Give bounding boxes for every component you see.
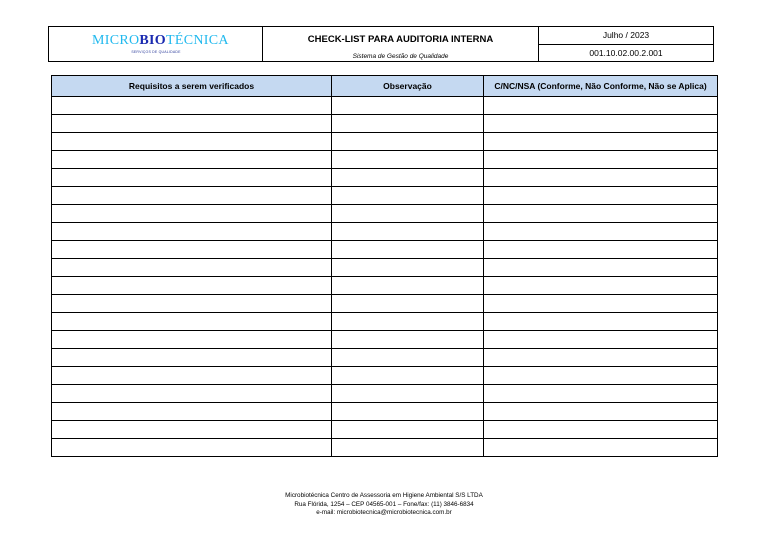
table-row: [52, 349, 718, 367]
observation-cell[interactable]: [332, 331, 484, 349]
requirement-cell[interactable]: [52, 169, 332, 187]
observation-cell[interactable]: [332, 97, 484, 115]
table-row: [52, 439, 718, 457]
document-subtitle: Sistema de Gestão de Qualidade: [352, 53, 449, 60]
conformity-cell[interactable]: [484, 367, 718, 385]
document-title: CHECK-LIST PARA AUDITORIA INTERNA: [307, 34, 494, 45]
requirement-cell[interactable]: [52, 133, 332, 151]
footer-company: Microbiotécnica Centro de Assessoria em Higiene Ambiental S/S LTDA: [285, 492, 483, 499]
conformity-cell[interactable]: [484, 115, 718, 133]
table-row: [52, 115, 718, 133]
table-row: [52, 403, 718, 421]
conformity-cell[interactable]: [484, 295, 718, 313]
observation-cell[interactable]: [332, 403, 484, 421]
table-row: [52, 331, 718, 349]
conformity-cell[interactable]: [484, 403, 718, 421]
requirement-cell[interactable]: [52, 223, 332, 241]
requirement-cell[interactable]: [52, 97, 332, 115]
observation-cell[interactable]: [332, 277, 484, 295]
conformity-cell[interactable]: [484, 223, 718, 241]
observation-cell[interactable]: [332, 385, 484, 403]
requirement-cell[interactable]: [52, 313, 332, 331]
company-logo: [92, 33, 229, 49]
requirement-cell[interactable]: [52, 151, 332, 169]
requirement-cell[interactable]: [52, 241, 332, 259]
observation-cell[interactable]: [332, 259, 484, 277]
document-code: 001.10.02.00.2.001: [589, 47, 663, 58]
table-row: [52, 421, 718, 439]
conformity-cell[interactable]: [484, 259, 718, 277]
conformity-cell[interactable]: [484, 277, 718, 295]
document-header: [48, 26, 714, 62]
conformity-cell[interactable]: [484, 385, 718, 403]
requirement-cell[interactable]: [52, 403, 332, 421]
table-row: [52, 259, 718, 277]
table-row: [52, 97, 718, 115]
table-row: [52, 241, 718, 259]
table-row: [52, 151, 718, 169]
title-cell: [263, 27, 539, 61]
table-header-row: [52, 76, 718, 97]
logo-cell: [49, 27, 263, 61]
table-row: [52, 169, 718, 187]
footer-email: e-mail: microbiotecnica@microbiotecnica.com.br: [316, 509, 452, 516]
observation-cell[interactable]: [332, 205, 484, 223]
requirement-cell[interactable]: [52, 367, 332, 385]
conformity-cell[interactable]: [484, 349, 718, 367]
observation-cell[interactable]: [332, 187, 484, 205]
requirement-cell[interactable]: [52, 277, 332, 295]
table-row: [52, 223, 718, 241]
conformity-cell[interactable]: [484, 151, 718, 169]
column-header-observation: Observação: [332, 76, 484, 97]
table-row: [52, 295, 718, 313]
conformity-cell[interactable]: [484, 169, 718, 187]
observation-cell[interactable]: [332, 241, 484, 259]
logo-part-micro: MICRO: [92, 33, 140, 48]
requirement-cell[interactable]: [52, 385, 332, 403]
page-footer: [0, 492, 768, 518]
requirement-cell[interactable]: [52, 187, 332, 205]
column-header-conformity: C/NC/NSA (Conforme, Não Conforme, Não se Aplica): [484, 76, 718, 97]
conformity-cell[interactable]: [484, 205, 718, 223]
observation-cell[interactable]: [332, 367, 484, 385]
requirement-cell[interactable]: [52, 115, 332, 133]
table-row: [52, 187, 718, 205]
observation-cell[interactable]: [332, 151, 484, 169]
table-row: [52, 205, 718, 223]
requirement-cell[interactable]: [52, 331, 332, 349]
observation-cell[interactable]: [332, 439, 484, 457]
logo-part-bio: BIO: [139, 33, 166, 48]
conformity-cell[interactable]: [484, 133, 718, 151]
observation-cell[interactable]: [332, 223, 484, 241]
logo-tagline: SERVIÇOS DE QUALIDADE: [131, 50, 181, 54]
table-row: [52, 313, 718, 331]
conformity-cell[interactable]: [484, 97, 718, 115]
checklist-table: [51, 75, 718, 457]
table-row: [52, 367, 718, 385]
requirement-cell[interactable]: [52, 259, 332, 277]
table-row: [52, 277, 718, 295]
conformity-cell[interactable]: [484, 313, 718, 331]
conformity-cell[interactable]: [484, 421, 718, 439]
document-date: Julho / 2023: [539, 27, 713, 45]
observation-cell[interactable]: [332, 295, 484, 313]
table-row: [52, 385, 718, 403]
requirement-cell[interactable]: [52, 421, 332, 439]
observation-cell[interactable]: [332, 169, 484, 187]
conformity-cell[interactable]: [484, 331, 718, 349]
observation-cell[interactable]: [332, 349, 484, 367]
table-body: [52, 97, 718, 457]
conformity-cell[interactable]: [484, 241, 718, 259]
requirement-cell[interactable]: [52, 295, 332, 313]
requirement-cell[interactable]: [52, 439, 332, 457]
requirement-cell[interactable]: [52, 205, 332, 223]
observation-cell[interactable]: [332, 133, 484, 151]
requirement-cell[interactable]: [52, 349, 332, 367]
column-header-requirements: Requisitos a serem verificados: [52, 76, 332, 97]
observation-cell[interactable]: [332, 313, 484, 331]
footer-address: Rua Flórida, 1254 – CEP 04565-001 – Fone/fax: (11) 3846-6834: [294, 500, 474, 508]
table-row: [52, 133, 718, 151]
observation-cell[interactable]: [332, 421, 484, 439]
conformity-cell[interactable]: [484, 187, 718, 205]
conformity-cell[interactable]: [484, 439, 718, 457]
meta-cell: [539, 27, 713, 61]
logo-part-tecnica: TÉCNICA: [165, 33, 229, 48]
observation-cell[interactable]: [332, 115, 484, 133]
